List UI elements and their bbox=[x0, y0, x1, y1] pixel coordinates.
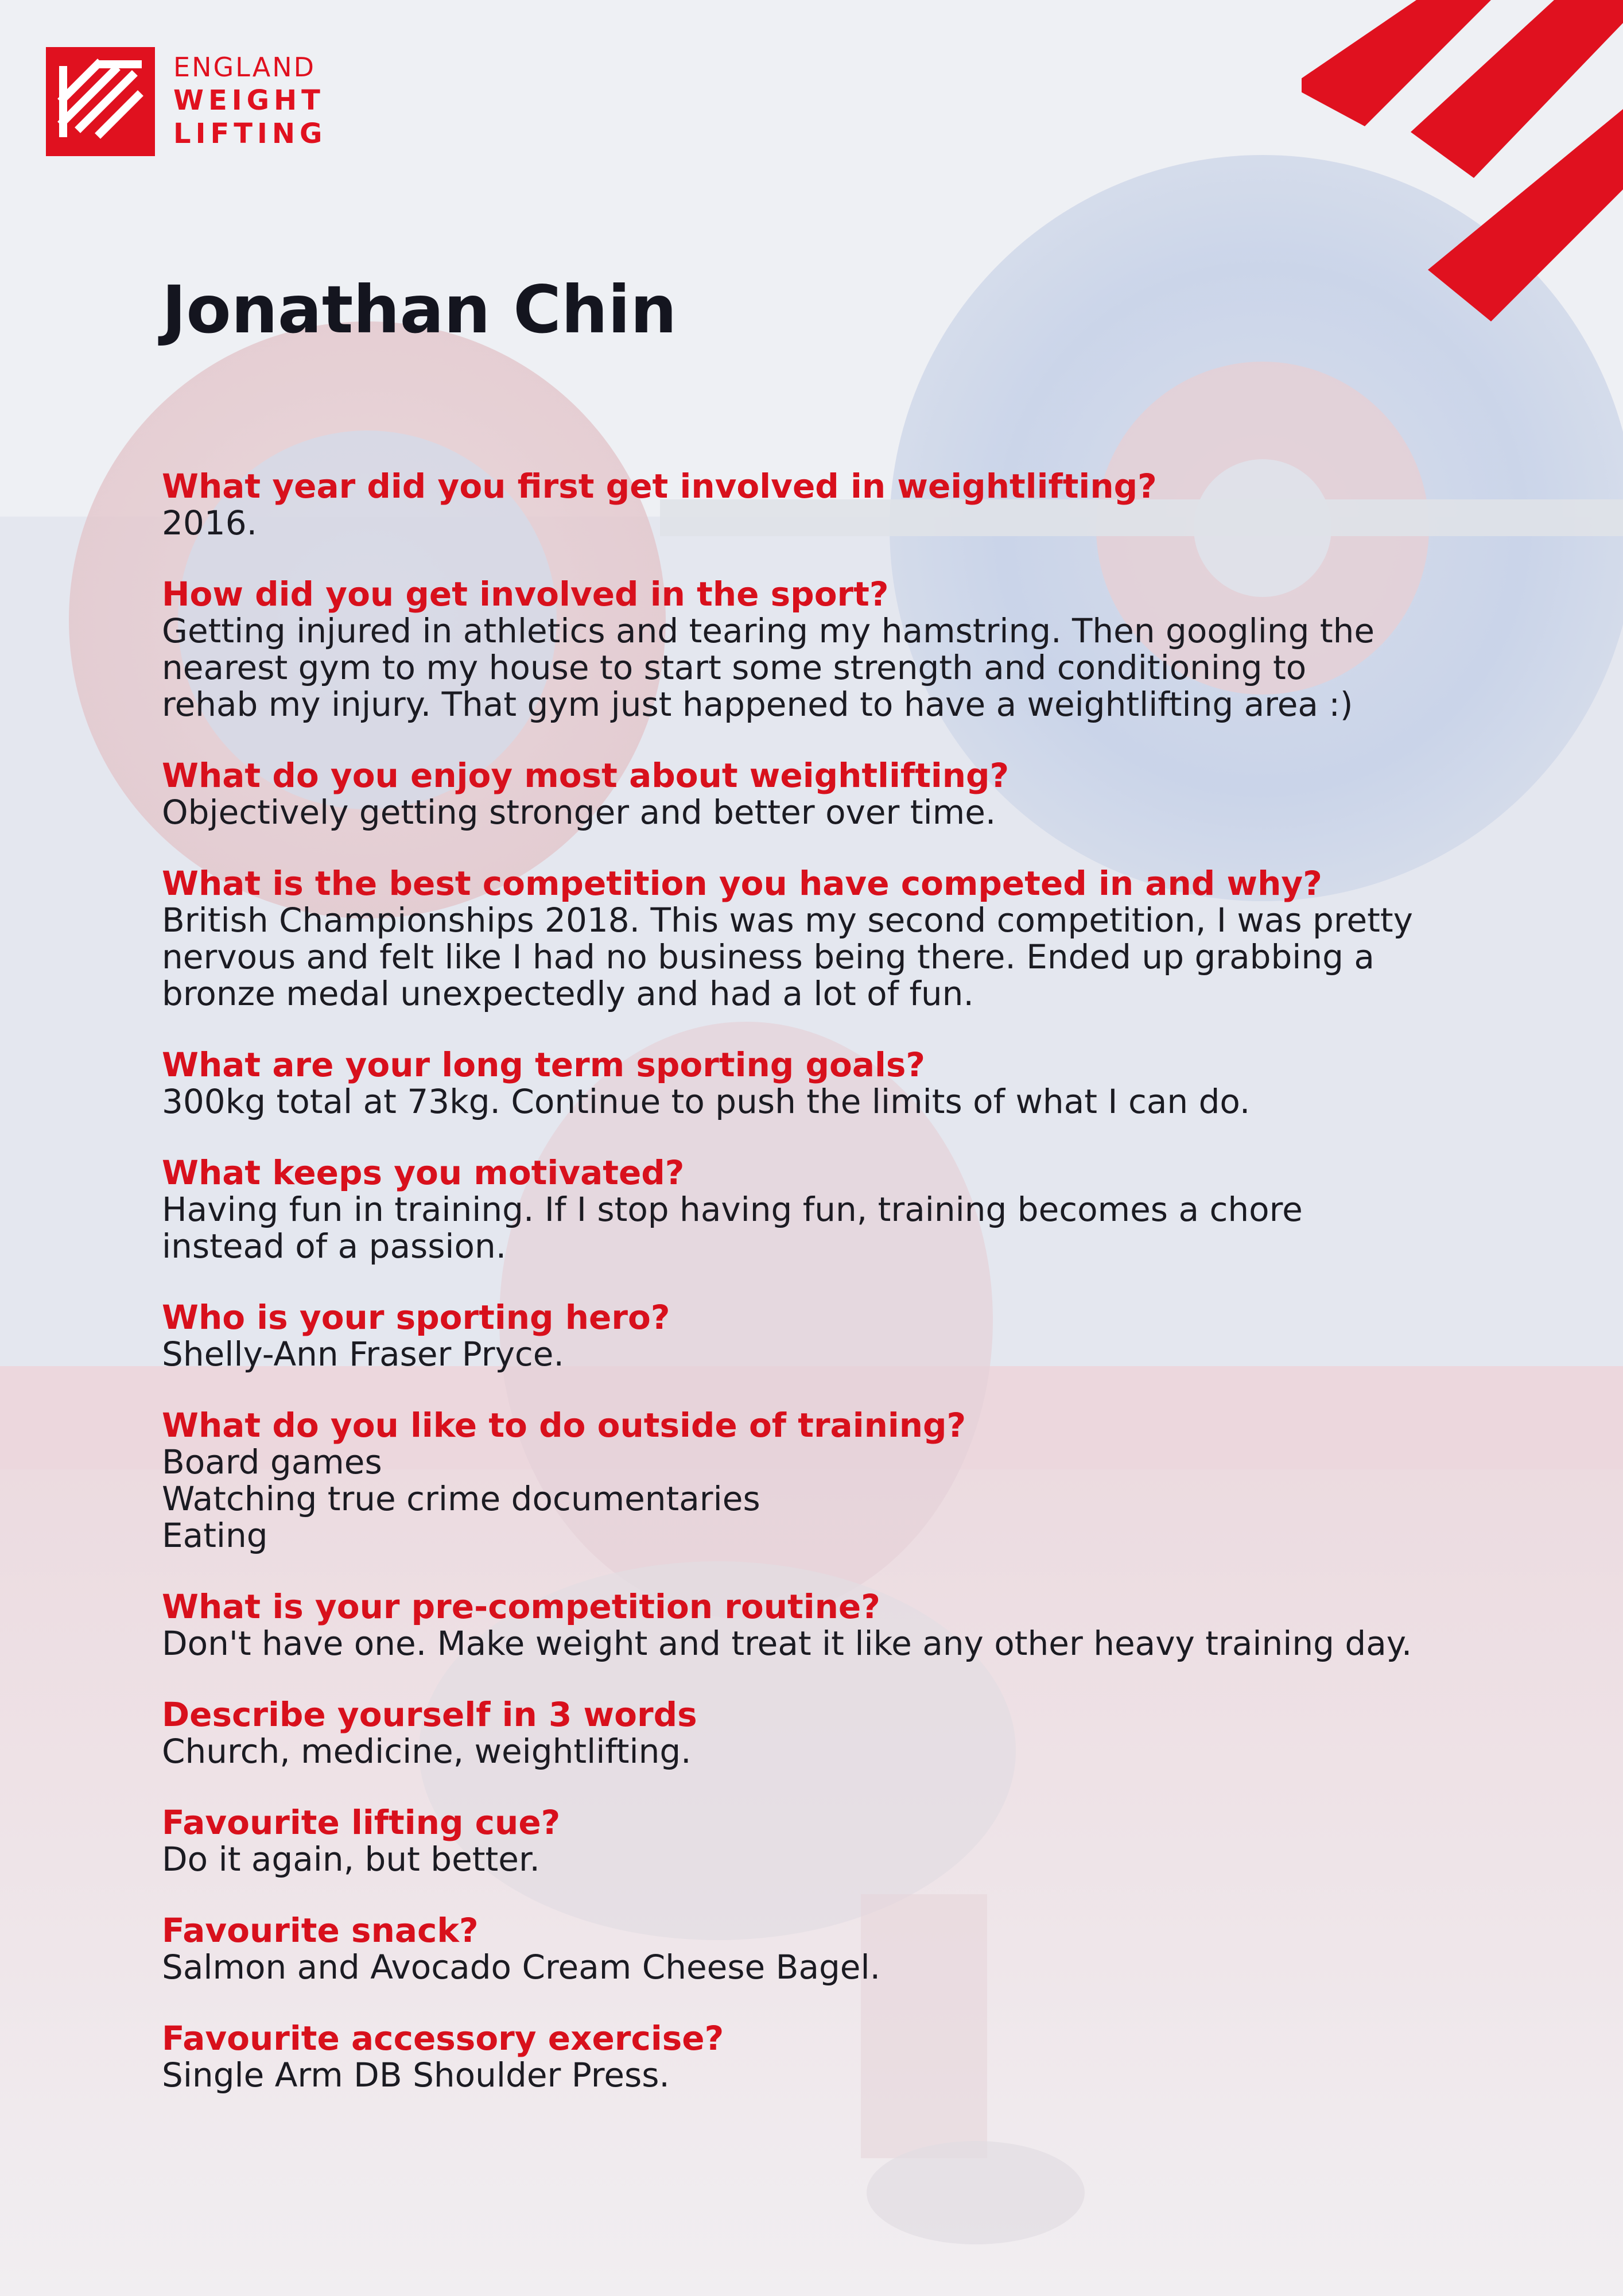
answer-text: Having fun in training. If I stop having fun, training becomes a chore bbox=[162, 1190, 1303, 1229]
qa-item bbox=[162, 1154, 1528, 1265]
qa-item bbox=[162, 2020, 1528, 2093]
answer-text: 300kg total at 73kg. Continue to push the limits of what I can do. bbox=[162, 1082, 1251, 1121]
question-text: What do you like to do outside of training? bbox=[162, 1406, 966, 1445]
profile-content bbox=[162, 270, 1528, 2128]
answer-text: Watching true crime documentaries bbox=[162, 1479, 760, 1518]
qa-item bbox=[162, 576, 1528, 723]
qa-item bbox=[162, 1696, 1528, 1770]
question-text: Favourite accessory exercise? bbox=[162, 2019, 724, 2058]
answer-text: Eating bbox=[162, 1516, 268, 1555]
brand-line-weight: WEIGHT bbox=[173, 84, 325, 117]
athlete-name: Jonathan Chin bbox=[162, 272, 677, 348]
answer-text: Do it again, but better. bbox=[162, 1840, 540, 1879]
brand-line-lifting: LIFTING bbox=[173, 118, 327, 150]
answer-text: Salmon and Avocado Cream Cheese Bagel. bbox=[162, 1948, 881, 1987]
answer-text: bronze medal unexpectedly and had a lot of fun. bbox=[162, 974, 974, 1013]
question-text: Who is your sporting hero? bbox=[162, 1298, 670, 1337]
answer-text: Church, medicine, weightlifting. bbox=[162, 1732, 692, 1771]
qa-item bbox=[162, 757, 1528, 831]
answer-text: 2016. bbox=[162, 503, 258, 542]
qa-item bbox=[162, 1804, 1528, 1878]
answer-text: Don't have one. Make weight and treat it like any other heavy training day. bbox=[162, 1624, 1412, 1663]
answer-text: Single Arm DB Shoulder Press. bbox=[162, 2055, 670, 2095]
qa-item bbox=[162, 468, 1528, 541]
england-weightlifting-logo bbox=[46, 47, 344, 156]
qa-item bbox=[162, 1588, 1528, 1662]
brand-wordmark bbox=[173, 51, 327, 150]
question-text: What are your long term sporting goals? bbox=[162, 1045, 926, 1084]
brand-line-england: ENGLAND bbox=[173, 52, 316, 83]
qa-item bbox=[162, 1912, 1528, 1985]
question-text: What is your pre-competition routine? bbox=[162, 1587, 880, 1626]
answer-text: rehab my injury. That gym just happened to have a weightlifting area :) bbox=[162, 685, 1353, 724]
answer-text: Objectively getting stronger and better over time. bbox=[162, 793, 996, 832]
qa-item bbox=[162, 1299, 1528, 1372]
answer-text: nearest gym to my house to start some strength and conditioning to bbox=[162, 648, 1307, 687]
answer-text: nervous and felt like I had no business being there. Ended up grabbing a bbox=[162, 937, 1374, 976]
question-text: What keeps you motivated? bbox=[162, 1153, 685, 1192]
brand-mark-icon bbox=[46, 47, 155, 156]
answer-text: Getting injured in athletics and tearing my hamstring. Then googling the bbox=[162, 611, 1375, 650]
qa-item bbox=[162, 1046, 1528, 1120]
answer-text: instead of a passion. bbox=[162, 1227, 507, 1266]
question-text: Favourite snack? bbox=[162, 1911, 479, 1950]
question-text: Describe yourself in 3 words bbox=[162, 1695, 697, 1734]
qa-item bbox=[162, 1407, 1528, 1554]
answer-text: Shelly-Ann Fraser Pryce. bbox=[162, 1335, 564, 1374]
question-text: How did you get involved in the sport? bbox=[162, 575, 889, 614]
qa-list bbox=[162, 468, 1528, 2093]
question-text: Favourite lifting cue? bbox=[162, 1803, 561, 1842]
answer-text: British Championships 2018. This was my second competition, I was pretty bbox=[162, 901, 1413, 940]
qa-item bbox=[162, 865, 1528, 1012]
question-text: What do you enjoy most about weightlifting? bbox=[162, 756, 1009, 795]
question-text: What year did you first get involved in weightlifting? bbox=[162, 467, 1157, 506]
answer-text: Board games bbox=[162, 1442, 382, 1481]
question-text: What is the best competition you have competed in and why? bbox=[162, 864, 1322, 903]
